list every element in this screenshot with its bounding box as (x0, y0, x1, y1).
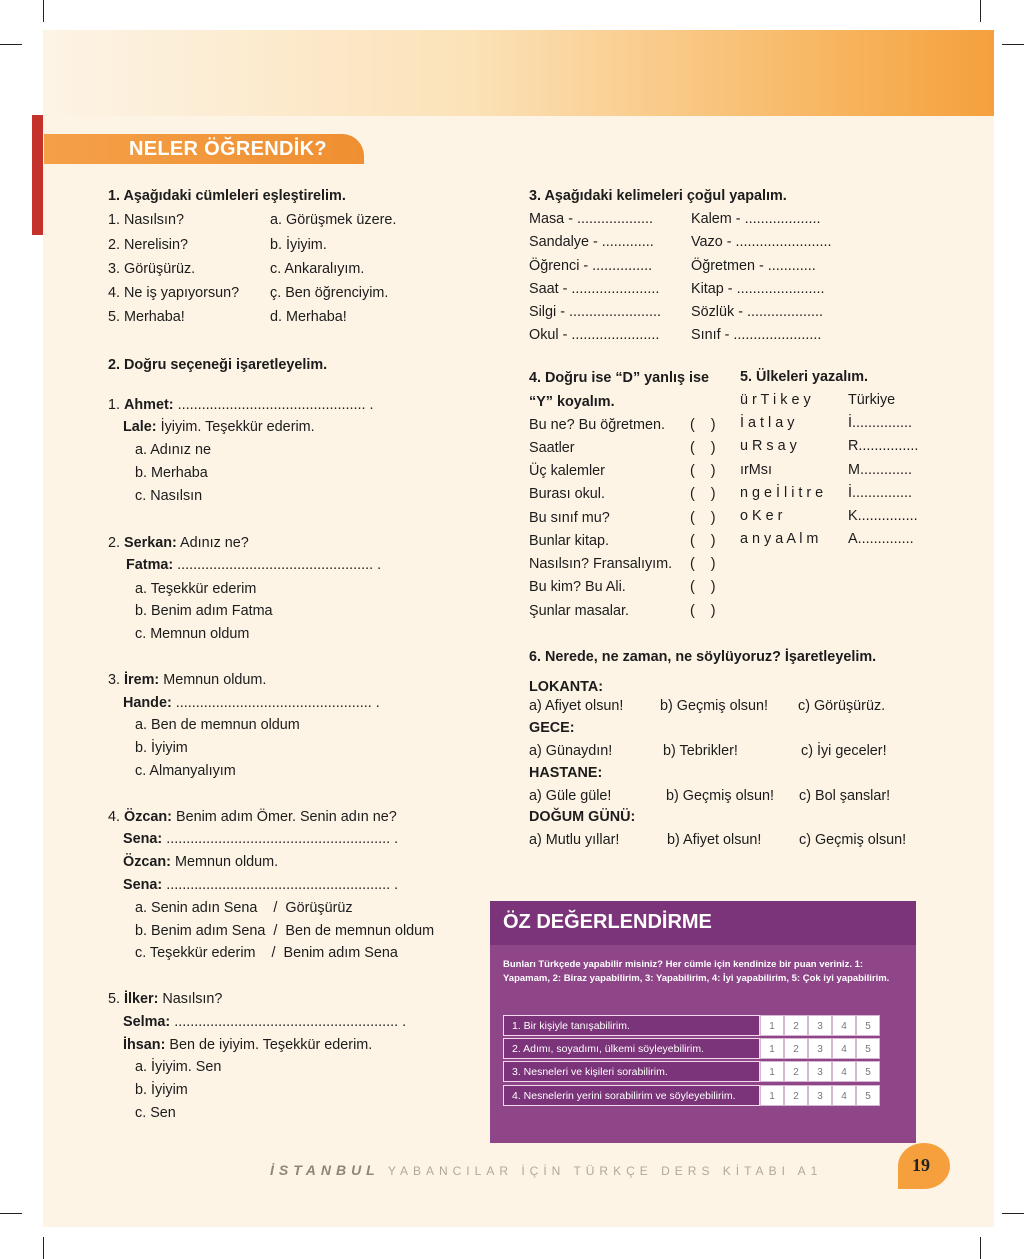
s6-option: b) Geçmiş olsun! (660, 698, 768, 714)
score-cell[interactable]: 4 (832, 1085, 856, 1106)
s2-option: b. İyiyim (135, 740, 188, 756)
s2-q4-line4: Sena: ........................................................ . (123, 877, 399, 893)
s2-q2-line1: 2. Serkan: Adınız ne? (108, 535, 249, 551)
s2-q3-line1: 3. İrem: Memnun oldum. (108, 672, 267, 688)
score-cell[interactable]: 4 (832, 1038, 856, 1059)
red-accent-bar (32, 115, 43, 235)
s3-left-item: Masa - ................... (529, 211, 653, 227)
crop-mark (980, 1237, 981, 1259)
s2-option: c. Teşekkür ederim / Benim adım Sena (135, 945, 398, 961)
crop-mark (1002, 1213, 1024, 1214)
crop-mark (43, 0, 44, 22)
s6-option: b) Geçmiş olsun! (666, 788, 774, 804)
score-cell[interactable]: 3 (808, 1015, 832, 1036)
score-cell[interactable]: 5 (856, 1015, 880, 1036)
s5-scrambled: a n y a A l m (740, 531, 819, 547)
s3-left-item: Saat - ...................... (529, 281, 660, 297)
s5-title: 5. Ülkeleri yazalım. (740, 369, 868, 385)
page-number: 19 (912, 1155, 930, 1175)
score-cell[interactable]: 5 (856, 1085, 880, 1106)
banner-title: NELER ÖĞRENDİK? (129, 138, 327, 160)
footer-subtitle: YABANCILAR İÇİN TÜRKÇE DERS KİTABI A1 (379, 1164, 823, 1178)
s4-answer-blank[interactable]: ( ) (690, 533, 716, 549)
s5-scrambled: n g e İ l i t r e (740, 485, 824, 501)
s4-item: Üç kalemler (529, 463, 605, 479)
score-cell[interactable]: 4 (832, 1015, 856, 1036)
s2-option: a. İyiyim. Sen (135, 1059, 222, 1075)
assessment-row (503, 1038, 906, 1059)
s3-right-item: Öğretmen - ............ (691, 258, 816, 274)
s2-option: b. Benim adım Sena / Ben de memnun oldum (135, 923, 435, 939)
score-cell[interactable]: 2 (784, 1061, 808, 1082)
s2-option: a. Ben de memnun oldum (135, 717, 300, 733)
score-cell[interactable]: 2 (784, 1038, 808, 1059)
s5-scrambled: İ a t l a y (740, 415, 795, 431)
s2-option: b. Benim adım Fatma (135, 603, 273, 619)
s6-group-label: LOKANTA: (529, 679, 604, 695)
score-cell[interactable]: 3 (808, 1085, 832, 1106)
crop-mark (980, 0, 981, 22)
section-banner (44, 134, 364, 164)
s2-q5-line2: Selma: ........................................................ . (123, 1014, 407, 1030)
crop-mark (1002, 44, 1024, 45)
self-assessment-header (490, 901, 916, 945)
s5-answer: İ............... (848, 415, 912, 431)
s3-right-item: Sınıf - ...................... (691, 327, 822, 343)
s4-item: Bu kim? Bu Ali. (529, 579, 626, 595)
s4-item: Bunlar kitap. (529, 533, 609, 549)
s5-scrambled: o K e r (740, 508, 783, 524)
score-cell[interactable]: 1 (760, 1038, 784, 1059)
s2-option: c. Almanyalıyım (135, 763, 236, 779)
s5-answer: K............... (848, 508, 918, 524)
s5-scrambled: ü r T i k e y (740, 392, 811, 408)
s2-q4-line1: 4. Özcan: Benim adım Ömer. Senin adın ne? (108, 809, 397, 825)
s2-option: c. Memnun oldum (135, 626, 250, 642)
self-assessment-title: ÖZ DEĞERLENDİRME (503, 911, 712, 933)
score-cell[interactable]: 1 (760, 1085, 784, 1106)
s3-left-item: Okul - ...................... (529, 327, 660, 343)
s6-option: a) Güle güle! (529, 788, 612, 804)
crop-mark (0, 1213, 22, 1214)
s1-right-item: a. Görüşmek üzere. (270, 212, 397, 228)
s4-answer-blank[interactable]: ( ) (690, 603, 716, 619)
s6-option: c) Geçmiş olsun! (799, 832, 907, 848)
s2-q5-line3: İhsan: Ben de iyiyim. Teşekkür ederim. (123, 1037, 373, 1053)
s1-right-item: d. Merhaba! (270, 309, 347, 325)
s6-option: b) Afiyet olsun! (667, 832, 762, 848)
s1-right-item: ç. Ben öğrenciyim. (270, 285, 389, 301)
assessment-row (503, 1085, 906, 1106)
s2-q5-line1: 5. İlker: Nasılsın? (108, 991, 223, 1007)
score-cell[interactable]: 3 (808, 1061, 832, 1082)
s1-title: 1. Aşağıdaki cümleleri eşleştirelim. (108, 188, 346, 204)
assessment-row-label: 3. Nesneleri ve kişileri sorabilirim. (503, 1061, 760, 1082)
score-cell[interactable]: 2 (784, 1015, 808, 1036)
self-assessment-box (490, 901, 916, 1143)
assessment-row-label: 1. Bir kişiyle tanışabilirim. (503, 1015, 760, 1036)
s2-option: b. İyiyim (135, 1082, 188, 1098)
s2-option: a. Teşekkür ederim (135, 581, 257, 597)
s4-answer-blank[interactable]: ( ) (690, 556, 716, 572)
s4-answer-blank[interactable]: ( ) (690, 579, 716, 595)
s5-answer: Türkiye (848, 392, 896, 408)
score-cell[interactable]: 1 (760, 1061, 784, 1082)
s4-item: Burası okul. (529, 486, 605, 502)
s6-option: a) Afiyet olsun! (529, 698, 624, 714)
s6-option: a) Mutlu yıllar! (529, 832, 620, 848)
s2-option: c. Sen (135, 1105, 176, 1121)
crop-mark (0, 44, 22, 45)
s2-q3-line2: Hande: ................................................. . (123, 695, 380, 711)
footer-brand: İSTANBUL (270, 1162, 380, 1178)
s3-left-item: Sandalye - ............. (529, 234, 654, 250)
assessment-row (503, 1061, 906, 1082)
score-cell[interactable]: 5 (856, 1061, 880, 1082)
score-cell[interactable]: 3 (808, 1038, 832, 1059)
s4-item: Şunlar masalar. (529, 603, 629, 619)
s3-right-item: Sözlük - ................... (691, 304, 823, 320)
s1-left-item: 2. Nerelisin? (108, 237, 188, 253)
s2-q1-line1: 1. Ahmet: ............................................... . (108, 397, 374, 413)
s2-q4-line2: Sena: ........................................................ . (123, 831, 399, 847)
s4-item: Nasılsın? Fransalıyım. (529, 556, 673, 572)
top-gradient-band (43, 30, 994, 116)
s4-answer-blank[interactable]: ( ) (690, 440, 716, 456)
s6-group-label: DOĞUM GÜNÜ: (529, 809, 636, 825)
s2-option: c. Nasılsın (135, 488, 203, 504)
s3-title: 3. Aşağıdaki kelimeleri çoğul yapalım. (529, 188, 787, 204)
s2-option: a. Senin adın Sena / Görüşürüz (135, 900, 353, 916)
s4-answer-blank[interactable]: ( ) (690, 510, 716, 526)
s2-q4-line3: Özcan: Memnun oldum. (123, 854, 279, 870)
s6-option: b) Tebrikler! (663, 743, 738, 759)
s4-answer-blank[interactable]: ( ) (690, 463, 716, 479)
s1-right-item: c. Ankaralıyım. (270, 261, 365, 277)
crop-mark (43, 1237, 44, 1259)
s6-group-label: HASTANE: (529, 765, 603, 781)
assessment-row (503, 1015, 906, 1036)
s2-title: 2. Doğru seçeneği işaretleyelim. (108, 357, 328, 373)
s1-left-item: 1. Nasılsın? (108, 212, 184, 228)
s3-right-item: Vazo - ........................ (691, 234, 832, 250)
s6-option: c) İyi geceler! (801, 743, 887, 759)
s2-q1-line2: Lale: İyiyim. Teşekkür ederim. (123, 419, 315, 435)
s5-answer: A.............. (848, 531, 914, 547)
s1-left-item: 5. Merhaba! (108, 309, 185, 325)
score-cell[interactable]: 2 (784, 1085, 808, 1106)
score-cell[interactable]: 5 (856, 1038, 880, 1059)
s1-right-item: b. İyiyim. (270, 237, 327, 253)
s4-item: Saatler (529, 440, 575, 456)
s3-left-item: Silgi - ....................... (529, 304, 661, 320)
s4-item: Bu ne? Bu öğretmen. (529, 417, 666, 433)
s5-scrambled: u R s a y (740, 438, 797, 454)
self-assessment-instructions: Bunları Türkçede yapabilir misiniz? Her cümle için kendinize bir puan veriniz. 1: Yapamam, 2: Biraz yapabilirim, 3: Yapabilirim, 4: İyi yapabilirim, 5: Çok iyi yapabilirim. (503, 959, 890, 985)
s5-answer: M............. (848, 462, 912, 478)
s1-left-item: 4. Ne iş yapıyorsun? (108, 285, 240, 301)
s6-title: 6. Nerede, ne zaman, ne söylüyoruz? İşaretleyelim. (529, 649, 877, 665)
s1-left-item: 3. Görüşürüz. (108, 261, 196, 277)
footer-book-title (270, 1162, 822, 1178)
s4-answer-blank[interactable]: ( ) (690, 486, 716, 502)
s2-option: a. Adınız ne (135, 442, 212, 458)
score-cell[interactable]: 4 (832, 1061, 856, 1082)
assessment-row-label: 2. Adımı, soyadımı, ülkemi söyleyebilirim. (503, 1038, 760, 1059)
s6-option: c) Bol şanslar! (799, 788, 891, 804)
s5-answer: İ............... (848, 485, 912, 501)
s6-option: c) Görüşürüz. (798, 698, 886, 714)
s6-group-label: GECE: (529, 720, 575, 736)
s4-item: Bu sınıf mu? (529, 510, 610, 526)
s3-right-item: Kalem - ................... (691, 211, 821, 227)
s5-scrambled: ırMsı (740, 462, 772, 478)
s4-title-line2: “Y” koyalım. (529, 394, 615, 410)
assessment-row-label: 4. Nesnelerin yerini sorabilirim ve söyleyebilirim. (503, 1085, 760, 1106)
s6-option: a) Günaydın! (529, 743, 613, 759)
s4-title-line1: 4. Doğru ise “D” yanlış ise (529, 370, 709, 386)
s4-answer-blank[interactable]: ( ) (690, 417, 716, 433)
s3-left-item: Öğrenci - ............... (529, 258, 653, 274)
s2-option: b. Merhaba (135, 465, 208, 481)
s5-answer: R............... (848, 438, 919, 454)
s3-right-item: Kitap - ...................... (691, 281, 825, 297)
s2-q2-line2: Fatma: ................................................. . (126, 557, 382, 573)
score-cell[interactable]: 1 (760, 1015, 784, 1036)
